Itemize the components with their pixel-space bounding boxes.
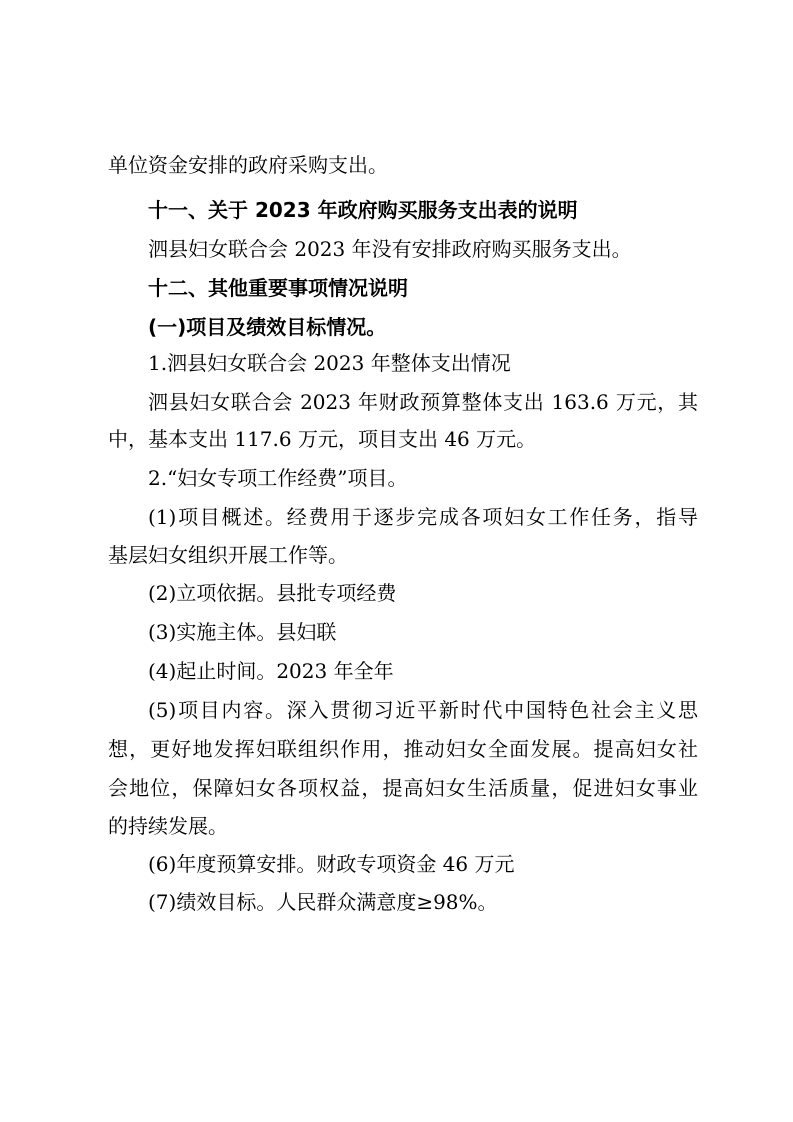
paragraph-text: (5)项目内容。深入贯彻习近平新时代中国特色社会主义思: [148, 698, 698, 722]
paragraph-text: (1)项目概述。经费用于逐步完成各项妇女工作任务，指导: [148, 505, 698, 529]
paragraph-text: 的持续发展。: [108, 814, 228, 838]
list-item: (2)立项依据。县批专项经费: [148, 581, 397, 605]
paragraph-continuation: 单位资金安排的政府采购支出。: [108, 153, 388, 177]
item-heading-2: 2.“妇女专项工作经费”项目。: [148, 466, 408, 490]
list-item: (3)实施主体。县妇联: [148, 620, 337, 644]
list-item: (4)起止时间。2023 年全年: [148, 659, 394, 683]
subsection-heading: (一)项目及绩效目标情况。: [148, 315, 387, 339]
paragraph-text: 会地位，保障妇女各项权益，提高妇女生活质量，促进妇女事业: [108, 776, 698, 800]
paragraph-text: 中，基本支出 117.6 万元，项目支出 46 万元。: [108, 427, 537, 451]
section-heading-11: 十一、关于 2023 年政府购买服务支出表的说明: [148, 198, 578, 222]
paragraph-text: 泗县妇女联合会 2023 年没有安排政府购买服务支出。: [148, 237, 632, 261]
paragraph-text: 泗县妇女联合会 2023 年财政预算整体支出 163.6 万元，其: [148, 390, 698, 414]
list-item: (7)绩效目标。人民群众满意度≥98%。: [148, 890, 498, 914]
list-item: (6)年度预算安排。财政专项资金 46 万元: [148, 852, 515, 876]
item-heading-1: 1.泗县妇女联合会 2023 年整体支出情况: [148, 351, 511, 375]
section-heading-12: 十二、其他重要事项情况说明: [148, 276, 408, 300]
paragraph-text: 想，更好地发挥妇联组织作用，推动妇女全面发展。提高妇女社: [108, 737, 698, 761]
paragraph-text: 基层妇女组织开展工作等。: [108, 543, 348, 567]
